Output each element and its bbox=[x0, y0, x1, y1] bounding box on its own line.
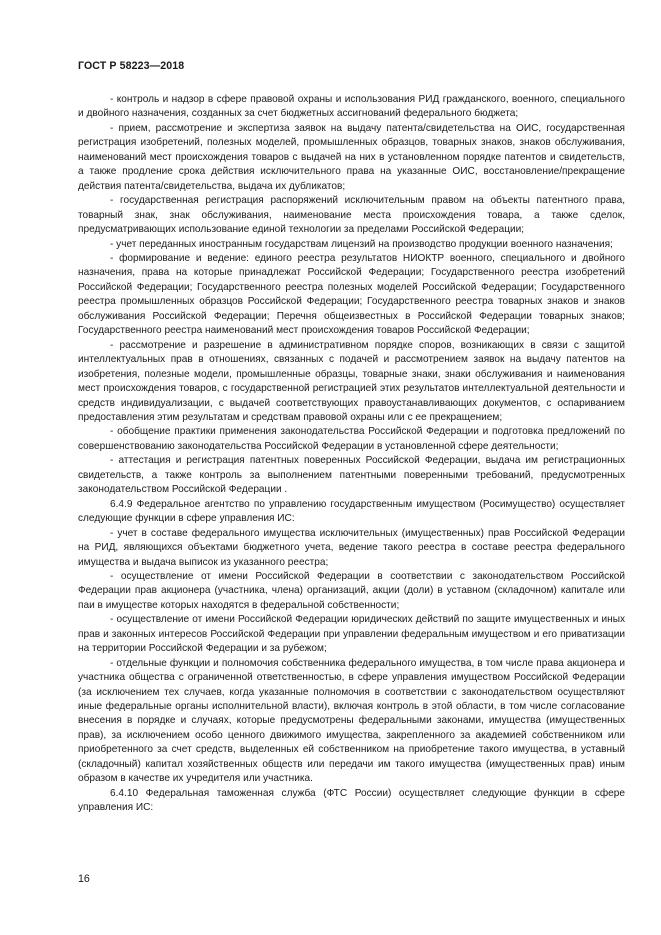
paragraph: - учет в составе федерального имущества исключительных (имущественных) прав Российской Федерации на РИД, являющихся объектами бюджетного учета, ведение такого реестра в составе реестра федерального имущества и выдача выписок из указанного реестра; bbox=[78, 527, 625, 568]
paragraph: - учет переданных иностранным государствам лицензий на производство продукции военного назначения; bbox=[110, 238, 613, 250]
paragraph: - аттестация и регистрация патентных поверенных Российской Федерации, выдача им регистрационных свидетельств, а также контроль за выполнением патентными поверенными требований, предусмотренных законодательством Российской Федерации . bbox=[78, 455, 625, 496]
section-paragraph: 6.4.9 Федеральное агентство по управлению государственным имуществом (Росимущество) осуществляет следующие функции в сфере управления ИС: bbox=[78, 498, 625, 525]
paragraph: - формирование и ведение: единого реестра результатов НИОКТР военного, специального и двойного назначения, права на которые принадлежат Российской Федерации; Государственного реестра изобретений Российской Федерации; Государственного реестра полезных моделей Российской Федерации; Государственного реестра промышленных образцов Российской Федерации; Государственного реестра товарных знаков и знаков обслуживания Российской Федерации; Перечня общеизвестных в Российской Федерации товарных знаков; Государственного реестра наименований мест происхождения товаров Российской Федерации; bbox=[78, 252, 625, 337]
paragraph: - контроль и надзор в сфере правовой охраны и использования РИД гражданского, военного, специального и двойного назначения, созданных за счет бюджетных ассигнований федерального бюджета; bbox=[78, 94, 625, 120]
paragraph: - осуществление от имени Российской Федерации в соответствии с законодательством Российской Федерации прав акционера (участника, члена) организаций, акции (доли) в уставном (складочном) капитале или паи в имуществе которых находятся в федеральной собственности; bbox=[78, 570, 625, 611]
document-header: ГОСТ Р 58223—2018 bbox=[78, 60, 185, 72]
paragraph: - государственная регистрация распоряжений исключительным правом на объекты патентного права, товарный знак, знак обслуживания, наименование места происхождения товара, а также сделок, предусматривающих использование единой технологии за пределами Российской Федерации; bbox=[78, 195, 625, 236]
section-paragraph: 6.4.10 Федеральная таможенная служба (ФТС России) осуществляет следующие функции в сфере управления ИС: bbox=[78, 787, 625, 814]
page-number: 16 bbox=[78, 873, 90, 885]
paragraph: - обобщение практики применения законодательства Российской Федерации и подготовка предложений по совершенствованию законодательства Российской Федерации в установленной сфере деятельности; bbox=[78, 426, 625, 452]
paragraph: - осуществление от имени Российской Федерации юридических действий по защите имущественных и иных прав и законных интересов Российской Федерации при управлении федеральным имуществом и его приватизации на территории Российской Федерации и за рубежом; bbox=[78, 614, 625, 655]
document-body bbox=[78, 93, 625, 816]
paragraph: - отдельные функции и полномочия собственника федерального имущества, в том числе права акционера и участника общества с ограниченной ответственностью, в сфере управления имуществом Российской Федерации (за исключением тех случаев, когда указанные полномочия в соответствии с законодательством осуществляют иные федеральные органы исполнительной власти), включая контроль в этой области, в том числе согласование внесения в порядке и случаях, которые предусмотрены федеральными законами, имущества (имущественных прав), за исключением особо ценного движимого имущества, закрепленного за академией собственником или приобретенного за счет средств, выделенных ей собственником на приобретение такого имущества, в уставный (складочный) капитал хозяйственных обществ или передачи им такого имущества (имущественных прав) иным образом в качестве их учредителя или участника. bbox=[78, 657, 625, 785]
paragraph: - рассмотрение и разрешение в административном порядке споров, возникающих в связи с защитой интеллектуальных прав в отношениях, связанных с подачей и рассмотрением заявок на выдачу патентов на изобретения, полезные модели, промышленные образцы, товарные знаки, знаки обслуживания и наименования мест происхождения товаров, с государственной регистрацией этих результатов интеллектуальной деятельности и средств индивидуализации, с выдачей соответствующих правоустанавливающих документов, с оспариванием предоставления этим результатам и средствам правовой охраны или с ее прекращением; bbox=[78, 339, 625, 423]
paragraph: - прием, рассмотрение и экспертиза заявок на выдачу патента/свидетельства на ОИС, государственная регистрация изобретений, полезных моделей, промышленных образцов, товарных знаков, знаков обслуживания, наименований мест происхождения товаров с выдачей на них в установленном порядке патентов и свидетельств, а также продление срока действия исключительного права на указанные ОИС, восстановление/прекращение действия патента/свидетельства, выдача их дубликатов; bbox=[78, 122, 625, 192]
